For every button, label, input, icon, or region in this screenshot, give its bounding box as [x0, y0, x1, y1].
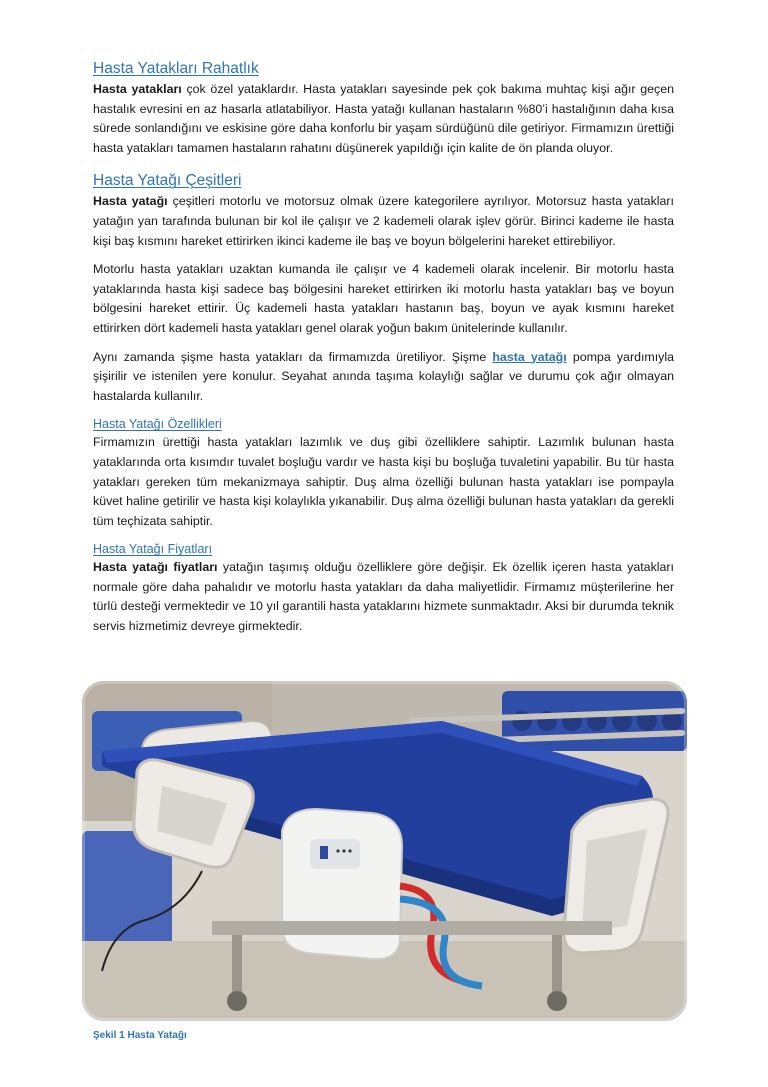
paragraph-text: pompa yardımıyla şişirilir ve istenilen yere konulur. Seyahat anında taşıma kolaylığı sağlar ve durumu çok ağır olmayan hastalarda kullanılır.	[93, 349, 675, 403]
figure-caption: Şekil 1 Hasta Yatağı	[93, 1030, 187, 1041]
hospital-bed-photo	[82, 681, 687, 1021]
paragraph-text: Aynı zamanda şişme hasta yatakları da firmamızda üretiliyor. Şişme	[93, 349, 493, 364]
paragraph-text: çeşitleri motorlu ve motorsuz olmak üzere kategorilere ayrılıyor. Motorsuz hasta yatakları yatağın yan tarafında bulunan bir kol ile çalışır ve 2 kademeli olarak işlev görür. Birinci kademe ile hasta kişi baş kısmını hareket ettirirken ikinci kademe ile baş ve boyun bölgelerini hareket ettirebiliyor.	[93, 194, 674, 248]
section-title-comfort: Hasta Yatakları Rahatlık	[93, 60, 259, 77]
document-body	[93, 58, 674, 637]
paragraph-types-2: Motorlu hasta yatakları uzaktan kumanda ile çalışır ve 4 kademeli olarak incelenir. Bir motorlu hasta yataklarında hasta kişi sadece baş bölgesini hareket ettirirken iki motorlu hasta yatakları baş ve boyun bölgesini hareket ettirir. Üç kademeli hasta yatakları hastanın baş, boyun ve ayak kısmını hareket ettirirken dört kademeli hasta yatakları genel olarak yoğun bakım ünitelerinde kullanılır.	[93, 262, 674, 335]
paragraph-comfort	[93, 80, 674, 158]
bold-term: Hasta yatağı	[93, 194, 168, 209]
bold-term: Hasta yatakları	[93, 82, 182, 96]
paragraph-types-1	[93, 192, 674, 251]
hospital-bed-illustration	[82, 681, 687, 1021]
paragraph-text: çok özel yataklardır. Hasta yatakları sayesinde pek çok bakıma muhtaç kişi ağır geçen hastalık evresini en az hasarla atlatabiliyor. Hasta yatağı kullanan hastaların %80’i hastalığının daha kısa sürede sonlandığını ve eskisine göre daha konforlu bir yaşam sürdüğünü dile getiriyor. Firmamızın ürettiği hasta yatakları tamamen hastaların rahatını düşünerek yapıldığı için kalite de ön planda oluyor.	[93, 82, 675, 155]
paragraph-types-3	[93, 348, 674, 407]
section-title-types: Hasta Yatağı Çeşitleri	[93, 172, 242, 190]
bold-term: Hasta yatağı fiyatları	[93, 560, 218, 575]
section-title-features: Hasta Yatağı Özellikleri	[93, 417, 222, 432]
paragraph-features: Firmamızın ürettiği hasta yatakları lazımlık ve duş gibi özelliklere sahiptir. Lazımlık bulunan hasta yataklarında orta kısımdır tuvalet boşluğu vardır ve hasta kişi bu boşluğa tuvaletini yapabilir. Bu tür hasta yatakları gereken tüm mekanizmaya sahiptir. Duş alma özelliği bulunan hasta yatakları ise pompayla küvet haline getirilir ve hasta kişi kolaylıkla yıkanabilir. Duş alma özelliği bulunan hasta yatakları da gerekli tüm teçhizata sahiptir.	[93, 435, 674, 528]
paragraph-text: yatağın taşımış olduğu özelliklere göre değişir. Ek özellik içeren hasta yatakları normale göre daha pahalıdır ve motorlu hasta yatakları da daha maliyetlidir. Firmamız müşterilerine her türlü desteği vermektedir ve 10 yıl garantili hasta yataklarını hizmete sunmaktadır. Aksi bir durumda teknik servis hizmetimiz devreye girmektedir.	[93, 560, 674, 634]
hasta-yatagi-link[interactable]: hasta yatağı	[492, 349, 567, 364]
section-title-prices: Hasta Yatağı Fiyatları	[93, 542, 213, 557]
paragraph-prices	[93, 558, 674, 636]
